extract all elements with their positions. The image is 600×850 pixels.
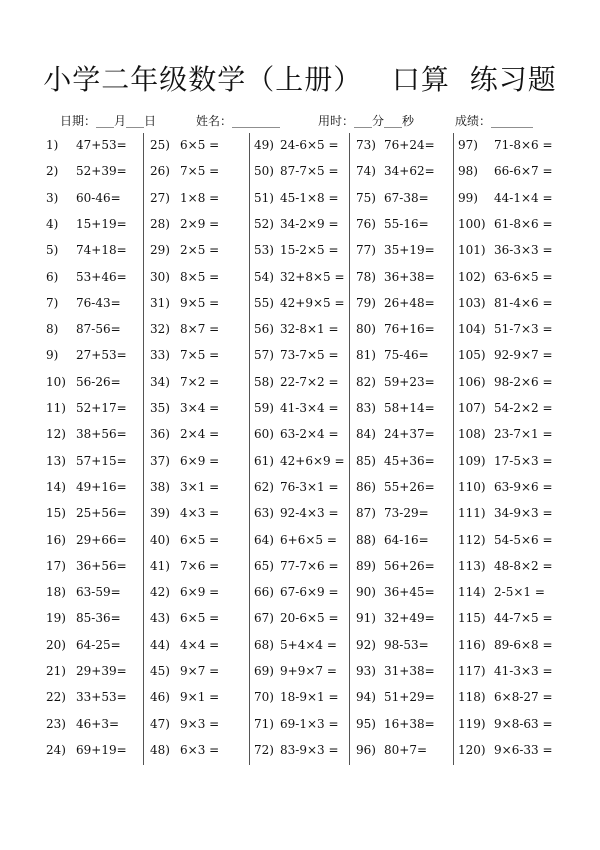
problem-number: 67) [254,611,274,626]
problem-expression: 9×6-33 = [494,742,553,757]
problem-number: 51) [254,190,274,205]
problem-number: 120) [458,742,486,757]
problem-number: 116) [458,637,486,652]
problem-expression: 34+62= [384,164,435,179]
problem-expression: 6×9 = [180,585,220,600]
problem-expression: 34-9×3 = [494,506,553,521]
problem-expression: 2×5 = [180,243,220,258]
problem-expression: 64-16= [384,532,429,547]
problem-expression: 69+19= [76,742,127,757]
problem-number: 110) [458,479,486,494]
problem-number: 32) [150,322,170,337]
problem-expression: 38+56= [76,427,127,442]
problem-number: 82) [356,374,376,389]
problem-expression: 76+24= [384,138,435,152]
problem-expression: 24-6×5 = [280,138,339,152]
problem-expression: 64-25= [76,637,121,652]
problem-expression: 51+29= [384,690,435,705]
problem-number: 5) [46,243,59,258]
problem-number: 21) [46,664,66,678]
problem-expression: 57+15= [76,453,127,468]
problem-number: 111) [458,506,486,521]
problem-number: 74) [356,164,376,179]
problem-expression: 36+38= [384,269,435,284]
problem-number: 114) [458,585,486,600]
problem-expression: 6×5 = [180,138,220,152]
problem-number: 8) [46,322,59,337]
problem-number: 3) [46,190,59,205]
problem-number: 117) [458,664,486,678]
problem-expression: 5+4×4 = [280,637,337,652]
problem-number: 112) [458,532,486,547]
problem-expression: 2-5×1 = [494,585,545,600]
problem-expression: 36+56= [76,558,127,573]
problem-expression: 92-4×3 = [280,506,339,521]
problem-number: 79) [356,295,376,310]
problem-expression: 92-9×7 = [494,348,553,363]
problem-number: 70) [254,690,274,705]
problem-number: 17) [46,558,66,573]
problem-number: 39) [150,506,170,521]
problem-number: 94) [356,690,376,705]
problem-expression: 69-1×3 = [280,716,339,731]
problem-number: 35) [150,401,170,415]
problem-expression: 80+7= [384,742,428,757]
problem-number: 61) [254,453,274,468]
problem-number: 18) [46,585,66,600]
problem-expression: 26+48= [384,295,435,310]
problem-expression: 76-43= [76,295,121,310]
problem-number: 48) [150,742,170,757]
problem-expression: 49+16= [76,479,127,494]
problem-expression: 63-59= [76,585,121,600]
problem-number: 78) [356,269,376,284]
problem-expression: 52+17= [76,401,127,415]
problem-number: 93) [356,664,376,678]
problem-expression: 3×4 = [180,401,220,415]
problem-expression: 59+23= [384,374,435,389]
problem-expression: 55-16= [384,216,429,231]
problem-expression: 25+56= [76,506,127,521]
problem-number: 1) [46,138,59,152]
problem-expression: 85-36= [76,611,121,626]
problem-number: 118) [458,690,486,705]
problem-expression: 51-7×3 = [494,322,553,337]
problem-expression: 17-5×3 = [494,453,553,468]
problem-expression: 42+6×9 = [280,453,345,468]
problem-expression: 9×5 = [180,295,220,310]
problem-expression: 98-53= [384,637,429,652]
problem-expression: 32+49= [384,611,435,626]
problem-number: 80) [356,322,376,337]
problem-expression: 48-8×2 = [494,558,553,573]
problem-number: 91) [356,611,376,626]
problem-expression: 16+38= [384,716,435,731]
problem-number: 23) [46,716,66,731]
problem-number: 72) [254,742,274,757]
problem-number: 30) [150,269,170,284]
problem-number: 68) [254,637,274,652]
problem-expression: 4×3 = [180,506,220,521]
problem-expression: 1×8 = [180,190,220,205]
problem-expression: 8×5 = [180,269,220,284]
problem-number: 16) [46,532,66,547]
problem-number: 85) [356,453,376,468]
problem-number: 24) [46,742,66,757]
problem-number: 119) [458,716,486,731]
problem-expression: 22-7×2 = [280,374,339,389]
problem-number: 55) [254,295,274,310]
problem-number: 7) [46,295,59,310]
problem-number: 97) [458,138,478,152]
problem-number: 60) [254,427,274,442]
problem-expression: 55+26= [384,479,435,494]
problem-expression: 41-3×3 = [494,664,553,678]
problem-expression: 24+37= [384,427,435,442]
problem-expression: 23-7×1 = [494,427,553,442]
problem-number: 44) [150,637,170,652]
problem-number: 88) [356,532,376,547]
problem-number: 81) [356,348,376,363]
problem-number: 46) [150,690,170,705]
problem-number: 73) [356,138,376,152]
problem-number: 52) [254,216,274,231]
problem-expression: 3×1 = [180,479,220,494]
problem-expression: 36-3×3 = [494,243,553,258]
problem-expression: 27+53= [76,348,127,363]
problem-number: 76) [356,216,376,231]
problem-expression: 81-4×6 = [494,295,553,310]
problem-number: 113) [458,558,486,573]
problem-number: 12) [46,427,66,442]
problem-number: 6) [46,269,59,284]
problem-expression: 35+19= [384,243,435,258]
problem-expression: 29+39= [76,664,127,678]
problem-number: 53) [254,243,274,258]
problem-number: 25) [150,138,170,152]
problem-number: 4) [46,216,59,231]
problem-expression: 45-1×8 = [280,190,339,205]
problem-number: 26) [150,164,170,179]
problem-number: 89) [356,558,376,573]
problem-expression: 63-6×5 = [494,269,553,284]
problem-expression: 73-7×5 = [280,348,339,363]
problem-number: 71) [254,716,274,731]
problem-number: 64) [254,532,274,547]
column-divider [349,133,350,765]
problem-expression: 77-7×6 = [280,558,339,573]
problem-expression: 9×7 = [180,664,220,678]
problem-number: 59) [254,401,274,415]
problem-expression: 76-3×1 = [280,479,339,494]
problem-expression: 47+53= [76,138,127,152]
problem-expression: 42+9×5 = [280,295,345,310]
problem-number: 86) [356,479,376,494]
problem-number: 105) [458,348,486,363]
problem-number: 58) [254,374,274,389]
problem-number: 96) [356,742,376,757]
problem-number: 38) [150,479,170,494]
problem-number: 9) [46,348,59,363]
problem-number: 28) [150,216,170,231]
problem-number: 34) [150,374,170,389]
problem-number: 27) [150,190,170,205]
problem-expression: 53+46= [76,269,127,284]
problem-number: 45) [150,664,170,678]
problem-expression: 67-38= [384,190,429,205]
problem-expression: 9×3 = [180,716,220,731]
problem-number: 36) [150,427,170,442]
problem-number: 57) [254,348,274,363]
name-field: 姓名：________ [196,114,281,128]
problem-number: 77) [356,243,376,258]
problem-number: 106) [458,374,486,389]
score-field: 成绩：_______ [455,114,534,128]
problem-number: 49) [254,138,274,152]
problem-number: 29) [150,243,170,258]
problem-expression: 98-2×6 = [494,374,553,389]
problem-number: 42) [150,585,170,600]
problem-number: 11) [46,401,66,415]
problem-expression: 87-7×5 = [280,164,339,179]
column-divider [453,133,454,765]
problem-number: 31) [150,295,170,310]
problem-number: 102) [458,269,486,284]
problem-expression: 15-2×5 = [280,243,339,258]
problem-expression: 75-46= [384,348,429,363]
problem-expression: 6×5 = [180,611,220,626]
problem-expression: 87-56= [76,322,121,337]
problem-expression: 67-6×9 = [280,585,339,600]
problem-expression: 41-3×4 = [280,401,339,415]
problem-number: 63) [254,506,274,521]
problem-expression: 33+53= [76,690,127,705]
problem-number: 83) [356,401,376,415]
problem-expression: 31+38= [384,664,435,678]
problem-number: 101) [458,243,486,258]
problem-expression: 20-6×5 = [280,611,339,626]
problem-expression: 15+19= [76,216,127,231]
time-field: 用时：___分___秒 [318,114,415,128]
problem-number: 103) [458,295,486,310]
problem-expression: 56-26= [76,374,121,389]
problem-expression: 2×9 = [180,216,220,231]
problem-expression: 63-9×6 = [494,479,553,494]
problem-expression: 36+45= [384,585,435,600]
problem-expression: 60-46= [76,190,121,205]
problem-number: 66) [254,585,274,600]
problem-expression: 52+39= [76,164,127,179]
problem-expression: 63-2×4 = [280,427,339,442]
problem-expression: 7×5 = [180,348,220,363]
problem-expression: 44-7×5 = [494,611,553,626]
problem-expression: 76+16= [384,322,435,337]
problem-number: 90) [356,585,376,600]
problem-expression: 9×1 = [180,690,220,705]
problem-expression: 6×8-27 = [494,690,553,705]
problem-expression: 4×4 = [180,637,220,652]
problem-number: 95) [356,716,376,731]
problem-expression: 74+18= [76,243,127,258]
date-field: 日期：___月___日 [60,114,157,128]
problem-number: 54) [254,269,274,284]
problem-expression: 73-29= [384,506,429,521]
problem-number: 100) [458,216,486,231]
problem-expression: 9×8-63 = [494,716,553,731]
problem-number: 65) [254,558,274,573]
problem-number: 40) [150,532,170,547]
problem-number: 10) [46,374,66,389]
problem-expression: 66-6×7 = [494,164,553,179]
problem-number: 50) [254,164,274,179]
problem-number: 104) [458,322,486,337]
problem-expression: 32-8×1 = [280,322,339,337]
problem-expression: 54-5×6 = [494,532,553,547]
problem-expression: 7×2 = [180,374,220,389]
problem-number: 84) [356,427,376,442]
problem-expression: 9+9×7 = [280,664,337,678]
problem-expression: 6×9 = [180,453,220,468]
problem-number: 107) [458,401,486,415]
problem-expression: 46+3= [76,716,120,731]
problem-expression: 29+66= [76,532,127,547]
problem-expression: 71-8×6 = [494,138,553,152]
problem-number: 56) [254,322,274,337]
problem-expression: 6×5 = [180,532,220,547]
problem-number: 109) [458,453,486,468]
problem-number: 115) [458,611,486,626]
problem-expression: 7×6 = [180,558,220,573]
problem-expression: 58+14= [384,401,435,415]
problem-number: 14) [46,479,66,494]
problem-expression: 18-9×1 = [280,690,339,705]
problem-expression: 6+6×5 = [280,532,337,547]
problem-expression: 34-2×9 = [280,216,339,231]
problem-number: 2) [46,164,59,179]
problem-expression: 32+8×5 = [280,269,345,284]
problem-expression: 7×5 = [180,164,220,179]
column-divider [249,133,250,765]
column-divider [143,133,144,765]
problem-expression: 6×3 = [180,742,220,757]
problem-number: 99) [458,190,478,205]
problem-number: 15) [46,506,66,521]
problem-number: 75) [356,190,376,205]
problem-expression: 8×7 = [180,322,220,337]
problem-expression: 83-9×3 = [280,742,339,757]
problem-expression: 2×4 = [180,427,220,442]
problem-number: 33) [150,348,170,363]
problem-number: 13) [46,453,66,468]
problem-expression: 89-6×8 = [494,637,553,652]
problem-number: 98) [458,164,478,179]
problem-number: 108) [458,427,486,442]
worksheet-title: 小学二年级数学（上册） 口算 练习题 [43,63,557,96]
problem-number: 19) [46,611,66,626]
problem-number: 22) [46,690,66,705]
problem-number: 37) [150,453,170,468]
problem-number: 47) [150,716,170,731]
problem-number: 43) [150,611,170,626]
problem-expression: 45+36= [384,453,435,468]
problem-number: 41) [150,558,170,573]
problem-expression: 44-1×4 = [494,190,553,205]
problem-expression: 54-2×2 = [494,401,553,415]
problem-number: 20) [46,637,66,652]
problem-expression: 61-8×6 = [494,216,553,231]
problem-number: 92) [356,637,376,652]
problem-number: 69) [254,664,274,678]
problem-number: 87) [356,506,376,521]
problem-expression: 56+26= [384,558,435,573]
problem-number: 62) [254,479,274,494]
